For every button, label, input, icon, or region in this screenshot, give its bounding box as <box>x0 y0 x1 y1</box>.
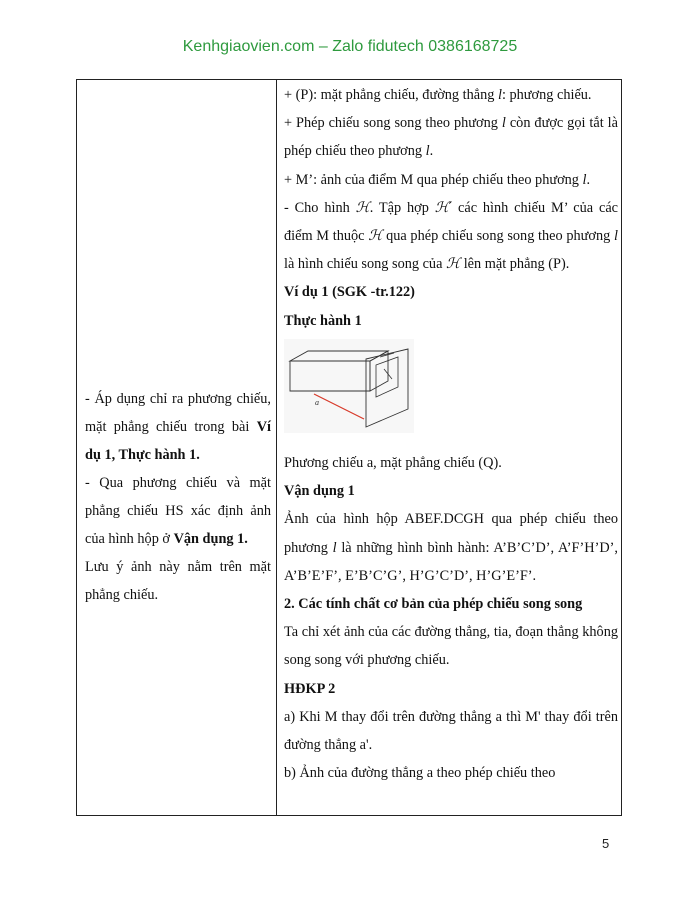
practice-heading: Thực hành 1 <box>284 312 362 329</box>
right-column <box>284 81 618 787</box>
left-p1-text: - Áp dụng chỉ ra phương chiếu, mặt phẳng chiếu trong bài <box>85 391 271 435</box>
left-column <box>85 385 271 609</box>
projection-figure <box>284 339 414 433</box>
text: lên mặt phẳng (P). <box>460 256 570 273</box>
page-header <box>0 38 700 56</box>
text: + Phép chiếu song song theo phương <box>284 115 502 132</box>
var-H: ℋ <box>368 228 383 245</box>
apply-heading: Vận dụng 1 <box>284 483 355 500</box>
left-paragraph-2 <box>85 469 271 553</box>
practice-answer: Phương chiếu a, mặt phẳng chiếu (Q). <box>284 455 502 472</box>
text: các hình chiếu M’ của các điểm M thuộc <box>284 199 619 245</box>
text: . <box>586 171 591 188</box>
direction-label-a: a <box>315 397 319 407</box>
text: : phương chiếu. <box>501 87 592 103</box>
left-p1-bold: Ví dụ 1, Thực hành 1. <box>85 419 271 463</box>
var-H: ℋ <box>446 256 461 273</box>
definition-line-3 <box>284 166 618 194</box>
var-H: ℋ <box>355 199 370 216</box>
example-heading: Ví dụ 1 (SGK -tr.122) <box>284 284 415 301</box>
text: + (P): mặt phẳng chiếu, đường thẳng <box>284 87 498 103</box>
var-l: l <box>501 115 506 132</box>
left-paragraph-1 <box>85 385 271 469</box>
section-heading: 2. Các tính chất cơ bản của phép chiếu song song <box>284 596 583 613</box>
text: còn được gọi tắt là phép chiếu theo phương <box>284 115 618 160</box>
apply-text <box>284 505 618 590</box>
section-text: Ta chỉ xét ảnh của các đường thẳng, tia, đoạn thẳng không song song với phương chiếu. <box>284 624 618 669</box>
text: Ảnh của hình hộp ABEF.DCGH qua phép chiếu theo phương <box>284 511 618 556</box>
header-contact: Zalo fidutech 0386168725 <box>332 38 518 55</box>
header-separator: – <box>314 38 333 55</box>
var-l: l <box>332 539 337 556</box>
left-p2-text: - Qua phương chiếu và mặt phẳng chiếu HS xác định ảnh của hình hộp ở <box>85 475 271 547</box>
var-l: l <box>425 143 430 160</box>
lesson-table <box>76 79 622 816</box>
definition-line-4 <box>284 194 618 279</box>
column-divider <box>276 80 277 815</box>
header-site: Kenhgiaovien.com <box>182 38 315 55</box>
var-l: l <box>614 228 618 245</box>
definition-line-1 <box>284 81 618 109</box>
var-H-prime: ℋ′ <box>434 199 453 216</box>
text: là hình chiếu song song của <box>284 256 446 273</box>
left-p2-bold: Vận dụng 1. <box>173 531 248 547</box>
text: . <box>429 143 434 160</box>
definition-line-2 <box>284 109 618 165</box>
text: là những hình bình hành: A’B’C’D’, A’F’H’D’, A’B’E’F’, E’B’C’G’, H’G’C’D’, H’G’E’F’. <box>284 539 618 584</box>
page-number: 5 <box>602 836 610 851</box>
var-l: l <box>497 87 502 103</box>
text: qua phép chiếu song song theo phương <box>382 228 615 245</box>
hdkp-heading: HĐKP 2 <box>284 680 336 697</box>
text: . Tập hợp <box>369 199 435 216</box>
left-paragraph-3: Lưu ý ảnh này nằm trên mặt phẳng chiếu. <box>85 559 271 603</box>
hdkp-item-b: b) Ảnh của đường thẳng a theo phép chiếu theo <box>284 765 556 782</box>
var-l: l <box>582 171 587 188</box>
text: - Cho hình <box>284 199 356 216</box>
hdkp-item-a: a) Khi M thay đổi trên đường thẳng a thì M' thay đổi trên đường thẳng a'. <box>284 708 618 754</box>
text: + M’: ảnh của điểm M qua phép chiếu theo phương <box>284 171 583 188</box>
